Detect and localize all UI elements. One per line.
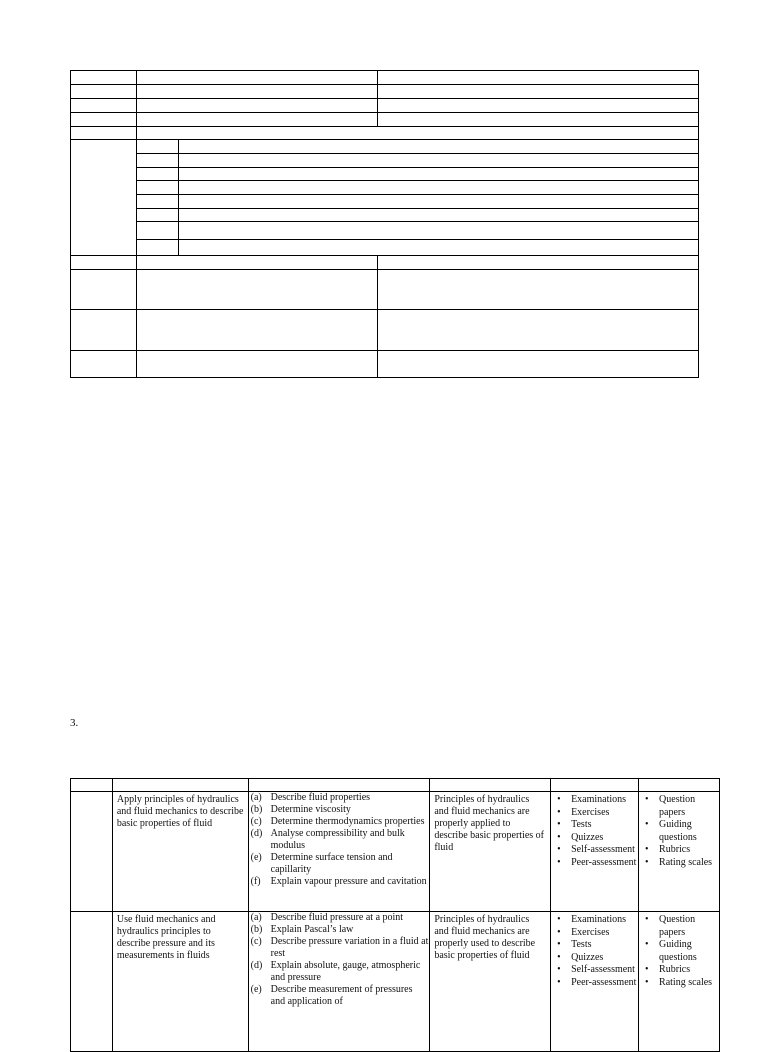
methods-list <box>551 912 638 989</box>
content-cell <box>248 792 430 912</box>
bullet-icon: • <box>645 939 649 950</box>
table-cell <box>136 222 178 240</box>
bullet-icon: • <box>557 939 561 950</box>
table-cell <box>136 71 378 85</box>
bullet-icon: • <box>557 806 561 818</box>
table-cell <box>178 140 698 154</box>
bullet-icon: • <box>645 844 649 855</box>
table-cell <box>71 256 137 270</box>
table-header-row <box>71 779 720 792</box>
table-cell <box>136 181 178 195</box>
criteria-text: Principles of hydraulics and fluid mechanics are properly applied to describe basic properties of fluid <box>434 794 544 853</box>
list-item-text: Examinations <box>571 914 627 925</box>
table-cell <box>71 270 137 310</box>
list-item-text: Tests <box>571 819 592 830</box>
list-item-text: Determine thermodynamics properties <box>270 816 425 827</box>
list-marker: (d) <box>250 960 263 971</box>
bullet-icon: • <box>557 914 561 925</box>
table-cell <box>71 912 113 1052</box>
performance-cell <box>112 912 248 1052</box>
table-cell <box>178 222 698 240</box>
list-item-text: Explain absolute, gauge, atmospheric and pressure <box>270 960 421 983</box>
table-cell <box>136 85 378 99</box>
instruments-list <box>639 792 719 869</box>
list-item-text: Describe fluid pressure at a point <box>270 912 404 923</box>
list-item-text: Explain Pascal’s law <box>270 924 354 935</box>
list-item <box>251 960 430 984</box>
table-cell <box>178 240 698 256</box>
table-cell <box>136 127 698 140</box>
list-item-text: Self-assessment <box>571 844 635 855</box>
list-item <box>641 857 719 870</box>
list-item <box>641 914 719 939</box>
table-cell <box>136 310 378 351</box>
list-item-text: Rating scales <box>659 976 713 988</box>
table-cell <box>639 779 720 792</box>
table-cell <box>136 351 378 378</box>
bullet-icon: • <box>645 856 649 868</box>
list-item-text: Peer-assessment <box>571 976 637 988</box>
table-cell <box>71 71 137 85</box>
list-item-text: Tests <box>571 939 592 950</box>
list-item-text: Rating scales <box>659 856 713 868</box>
bullet-icon: • <box>557 819 561 830</box>
list-item-text: Analyse compressibility and bulk modulus <box>270 828 405 851</box>
list-marker: (a) <box>250 792 262 803</box>
list-item <box>251 804 430 816</box>
bullet-icon: • <box>557 976 561 988</box>
list-item <box>553 939 638 952</box>
list-item <box>641 819 719 844</box>
list-item <box>553 832 638 845</box>
list-marker: (b) <box>250 924 263 935</box>
table-cell <box>378 113 699 127</box>
list-item-text: Examinations <box>571 794 627 805</box>
instruments-cell <box>639 792 720 912</box>
bullet-icon: • <box>557 856 561 868</box>
list-item-text: Quizzes <box>571 951 604 963</box>
list-item <box>553 952 638 965</box>
bullet-icon: • <box>557 831 561 843</box>
table-cell <box>378 99 699 113</box>
table-cell <box>71 310 137 351</box>
list-marker: (a) <box>250 912 262 923</box>
table-cell <box>178 209 698 222</box>
table-row <box>71 792 720 912</box>
table-cell <box>378 310 699 351</box>
table-cell <box>178 181 698 195</box>
table-cell <box>71 779 113 792</box>
bullet-icon: • <box>557 964 561 975</box>
table-cell <box>430 779 551 792</box>
list-item-text: Question papers <box>659 914 696 938</box>
list-item-text: Self-assessment <box>571 964 635 975</box>
bullet-icon: • <box>645 819 649 830</box>
list-item <box>553 807 638 820</box>
list-item-text: Guiding questions <box>659 939 697 963</box>
content-cell <box>248 912 430 1052</box>
instruments-list <box>639 912 719 989</box>
list-item-text: Describe measurement of pressures and application of <box>270 984 413 1007</box>
list-item <box>251 924 430 936</box>
methods-cell <box>551 912 639 1052</box>
list-item <box>641 794 719 819</box>
table-cell <box>136 154 178 168</box>
performance-text: Use fluid mechanics and hydraulics principles to describe pressure and its measurements in fluids <box>116 914 216 961</box>
table-cell <box>136 195 178 209</box>
list-item <box>553 964 638 977</box>
list-item-text: Question papers <box>659 794 696 818</box>
list-item <box>251 936 430 960</box>
table-cell <box>71 99 137 113</box>
instruments-cell <box>639 912 720 1052</box>
table-cell <box>378 256 699 270</box>
bullet-icon: • <box>557 926 561 938</box>
criteria-cell <box>430 912 551 1052</box>
table-cell <box>136 256 378 270</box>
list-item-text: Describe fluid properties <box>270 792 371 803</box>
list-item-text: Guiding questions <box>659 819 697 843</box>
list-item <box>641 964 719 977</box>
table-cell <box>178 154 698 168</box>
learning-outcomes-table <box>70 778 720 1052</box>
list-item <box>251 912 430 924</box>
list-item <box>553 844 638 857</box>
table-cell <box>71 127 137 140</box>
table-cell <box>112 779 248 792</box>
table-cell <box>378 71 699 85</box>
table-cell <box>551 779 639 792</box>
performance-cell <box>112 792 248 912</box>
list-marker: (d) <box>250 828 263 839</box>
table-cell <box>71 792 113 912</box>
list-item-text: Quizzes <box>571 831 604 843</box>
course-info-table <box>70 70 699 378</box>
list-item-text: Peer-assessment <box>571 856 637 868</box>
table-cell <box>71 351 137 378</box>
list-marker: (f) <box>250 876 261 887</box>
table-cell <box>136 113 378 127</box>
list-item <box>251 852 430 876</box>
criteria-text: Principles of hydraulics and fluid mechanics are properly used to describe basic properties of fluid <box>434 914 536 961</box>
table-cell <box>136 240 178 256</box>
table-cell <box>248 779 430 792</box>
list-item-text: Describe pressure variation in a fluid at rest <box>270 936 429 959</box>
list-item-text: Determine surface tension and capillarity <box>270 852 393 875</box>
list-item-text: Rubrics <box>659 844 691 855</box>
table-cell <box>378 351 699 378</box>
list-item <box>251 792 430 804</box>
bullet-icon: • <box>557 844 561 855</box>
list-item <box>553 977 638 990</box>
table-cell <box>378 85 699 99</box>
list-item <box>553 794 638 807</box>
bullet-icon: • <box>645 794 649 805</box>
table-cell <box>136 99 378 113</box>
list-item <box>641 977 719 990</box>
table-cell <box>71 113 137 127</box>
list-item-text: Exercises <box>571 806 610 818</box>
content-list <box>249 792 430 888</box>
table-cell <box>71 85 137 99</box>
table-cell <box>378 270 699 310</box>
bullet-icon: • <box>557 794 561 805</box>
list-item <box>553 914 638 927</box>
methods-cell <box>551 792 639 912</box>
table-cell <box>136 209 178 222</box>
bullet-icon: • <box>645 964 649 975</box>
list-item <box>553 927 638 940</box>
list-item <box>641 939 719 964</box>
list-item-text: Explain vapour pressure and cavitation <box>270 876 427 887</box>
list-item-text: Determine viscosity <box>270 804 351 815</box>
list-item <box>553 819 638 832</box>
content-list <box>249 912 430 1008</box>
table-cell <box>136 168 178 181</box>
list-marker: (e) <box>250 852 262 863</box>
table-cell <box>178 195 698 209</box>
table-cell <box>178 168 698 181</box>
bullet-icon: • <box>557 951 561 963</box>
list-item <box>251 816 430 828</box>
list-item <box>251 984 430 1008</box>
list-marker: (c) <box>250 816 262 827</box>
list-marker: (b) <box>250 804 263 815</box>
methods-list <box>551 792 638 869</box>
table-row <box>71 912 720 1052</box>
bullet-icon: • <box>645 914 649 925</box>
section-number: 3. <box>70 717 79 729</box>
list-item <box>641 844 719 857</box>
list-item <box>251 876 430 888</box>
list-item <box>251 828 430 852</box>
list-item <box>553 857 638 870</box>
performance-text: Apply principles of hydraulics and fluid mechanics to describe basic properties of fluid <box>116 794 244 829</box>
bullet-icon: • <box>645 976 649 988</box>
criteria-cell <box>430 792 551 912</box>
list-marker: (c) <box>250 936 262 947</box>
list-item-text: Exercises <box>571 926 610 938</box>
list-item-text: Rubrics <box>659 964 691 975</box>
table-cell <box>136 270 378 310</box>
list-marker: (e) <box>250 984 262 995</box>
table-cell <box>71 140 137 256</box>
table-cell <box>136 140 178 154</box>
